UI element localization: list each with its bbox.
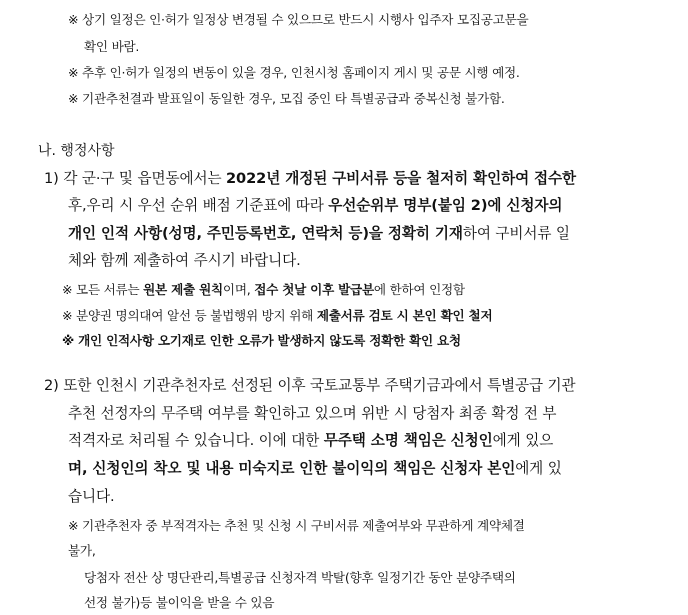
- para1-line1-bold: 2022년 개정된 구비서류 등을 철저히 확인하여 접수한: [226, 170, 577, 187]
- note-accurate-info: ※ 개인 인적사항 오기재로 인한 오류가 발생하지 않도록 정확한 확인 요청: [62, 333, 461, 348]
- note-ineligible-cont: 불가,: [68, 543, 96, 558]
- para2-line5: 습니다.: [68, 488, 115, 505]
- para2-line4-b: 에게 있: [515, 460, 562, 477]
- para2-line3-c: 에게 있으: [492, 432, 554, 449]
- note-original-documents: [62, 281, 465, 299]
- note-ineligible: ※ 기관추천자 중 부적격자는 추천 및 신청 시 구비서류 제출여부와 무관하게 계약체결: [68, 518, 525, 533]
- note-schedule-change-cont: 확인 바람.: [84, 39, 140, 54]
- para1-line1: [44, 170, 576, 188]
- note-schedule-notice: ※ 추후 인·허가 일정의 변동이 있을 경우, 인천시청 홈페이지 게시 및 공문 시행 예정.: [68, 65, 520, 80]
- para1-line3: [68, 225, 570, 243]
- note-identity-check: [62, 307, 492, 325]
- para1-line2-bold: 우선순위부 명부(붙임 2)에 신청자의: [328, 197, 563, 214]
- para2-line3-bold: 무주택 소명 책임은 신청인: [323, 432, 493, 449]
- note-n1-c: 이며,: [222, 282, 255, 297]
- note-n1-d: 접수 첫날 이후 발급분: [254, 282, 374, 297]
- para2-line2: 추천 선정자의 무주택 여부를 확인하고 있으며 위반 시 당첨자 최종 확정 전 부: [68, 405, 557, 422]
- note-penalty-cont: 선정 불가)등 불이익을 받을 수 있음: [84, 595, 275, 610]
- para2-line4-bold: 며, 신청인의 착오 및 내용 미숙지로 인한 불이익의 책임은 신청자 본인: [68, 460, 516, 477]
- note-penalty: 당첨자 전산 상 명단관리,특별공급 신청자격 박탈(향후 일정기간 동안 분양주택의: [84, 570, 516, 585]
- note-duplicate-application: ※ 기관추천결과 발표일이 동일한 경우, 모집 중인 타 특별공급과 중복신청 불가함.: [68, 91, 505, 106]
- section-title: 나. 행정사항: [38, 143, 115, 159]
- note-n1-a: ※ 모든 서류는: [62, 282, 144, 297]
- para1-line2: [68, 197, 562, 215]
- para2-line3-a: 적격자로 처리될 수 있습니다. 이에 대한: [68, 432, 324, 449]
- para1-line2-text: 후,우리 시 우선 순위 배점 기준표에 따라: [68, 197, 329, 214]
- note-n2-a: ※ 분양권 명의대여 알선 등 불법행위 방지 위해: [62, 308, 317, 323]
- para1-line4: 체와 함께 제출하여 주시기 바랍니다.: [68, 252, 301, 269]
- note-n1-b: 원본 제출 원칙: [143, 282, 223, 297]
- para1-line3-text: 하여 구비서류 일: [462, 225, 570, 242]
- para2-line3: [68, 432, 553, 450]
- para1-line3-bold: 개인 인적 사항(성명, 주민등록번호, 연락처 등)을 정확히 기재: [68, 225, 463, 242]
- note-n2-b: 제출서류 검토 시 본인 확인 철저: [316, 308, 493, 323]
- note-schedule-change: ※ 상기 일정은 인·허가 일정상 변경될 수 있으므로 반드시 시행사 입주자 모집공고문을: [68, 12, 529, 27]
- para1-line1-text: 1) 각 군·구 및 읍면동에서는: [44, 170, 226, 187]
- para2-line4: [68, 460, 562, 478]
- note-n1-e: 에 한하여 인정함: [373, 282, 465, 297]
- para2-line1: 2) 또한 인천시 기관추천자로 선정된 이후 국토교통부 주택기금과에서 특별공급 기관: [44, 377, 576, 394]
